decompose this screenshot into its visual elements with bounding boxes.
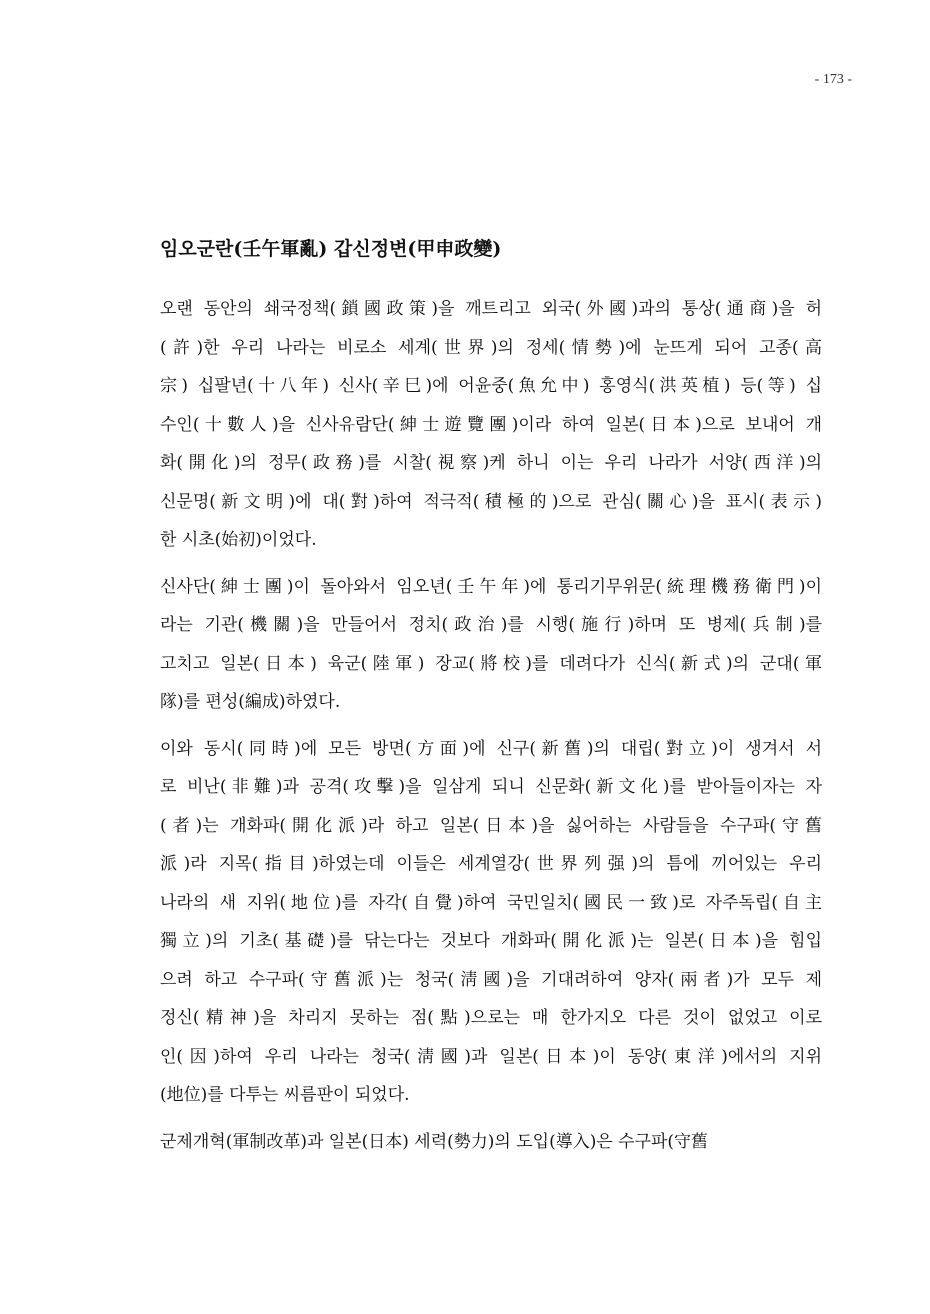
text-line: 신문명(新文明)에 대(對)하여 적극적(積極的)으로 관심(關心)을 표시(表示) — [160, 491, 822, 512]
text-line: 이와 동시(同時)에 모든 방면(方面)에 신구(新舊)의 대립(對立)이 생겨서 서 — [160, 738, 822, 759]
text-line: 오랜 동안의 쇄국정책(鎖國政策)을 깨트리고 외국(外國)과의 통상(通商)을 허 — [160, 299, 822, 319]
text-line: 宗) 십팔년(十八年) 신사(辛巳)에 어윤중(魚允中) 홍영식(洪英植) 등(等) 십 — [160, 376, 822, 396]
section-heading: 임오군란(壬午軍亂) 갑신정변(甲申政變) — [160, 238, 502, 260]
text-line: 한 시초(始初)이었다. — [160, 530, 317, 550]
paragraph — [160, 290, 822, 560]
text-line: 화(開化)의 정무(政務)를 시찰(視察)케 하니 이는 우리 나라가 서양(西洋)의 — [160, 453, 822, 473]
paragraph-list — [160, 290, 822, 1161]
text-line: 로 비난(非難)과 공격(攻擊)을 일삼게 되니 신문화(新文化)를 받아들이자는 자 — [160, 777, 822, 797]
text-line: 隊)를 편성(編成)하였다. — [160, 692, 341, 712]
text-line: 수인(十數人)을 신사유람단(紳士遊覽團)이라 하여 일본(日本)으로 보내어 개 — [160, 414, 822, 435]
text-line: 정신(精神)을 차리지 못하는 점(點)으로는 매 한가지오 다른 것이 없었고 이로 — [160, 1008, 822, 1028]
paragraph — [160, 730, 822, 1115]
text-line: 신사단(紳士團)이 돌아와서 임오년(壬午年)에 통리기무위문(統理機務衛門)이 — [160, 576, 822, 597]
text-line: 派)라 지목(指目)하였는데 이들은 세계열강(世界列强)의 틈에 끼어있는 우리 — [160, 854, 822, 874]
text-line: 나라의 새 지위(地位)를 자각(自覺)하여 국민일치(國民一致)로 자주독립(自主 — [160, 892, 822, 913]
text-line: 군제개혁(軍制改革)과 일본(日本) 세력(勢力)의 도입(導入)은 수구파(守舊 — [160, 1131, 709, 1152]
text-line: 라는 기관(機關)을 만들어서 정치(政治)를 시행(施行)하며 또 병제(兵制)를 — [160, 615, 822, 635]
text-line: (地位)를 다투는 씨름판이 되었다. — [160, 1085, 410, 1105]
text-line: (許)한 우리 나라는 비로소 세계(世界)의 정세(情勢)에 눈뜨게 되어 고종(高 — [160, 337, 822, 358]
page-number: - 173 - — [814, 72, 852, 87]
document-body — [160, 232, 822, 1169]
text-line: 고치고 일본(日本) 육군(陸軍) 장교(將校)를 데려다가 신식(新式)의 군대(軍 — [160, 653, 822, 674]
text-line: (者)는 개화파(開化派)라 하고 일본(日本)을 싫어하는 사람들을 수구파(守舊 — [160, 815, 822, 836]
text-line: 인(因)하여 우리 나라는 청국(淸國)과 일본(日本)이 동양(東洋)에서의 지위 — [160, 1046, 822, 1067]
text-line: 으려 하고 수구파(守舊派)는 청국(淸國)을 기대려하여 양자(兩者)가 모두 제 — [160, 969, 822, 990]
text-line: 獨立)의 기초(基礎)를 닦는다는 것보다 개화파(開化派)는 일본(日本)을 힘입 — [160, 931, 822, 951]
paragraph — [160, 568, 822, 722]
paragraph — [160, 1123, 822, 1162]
